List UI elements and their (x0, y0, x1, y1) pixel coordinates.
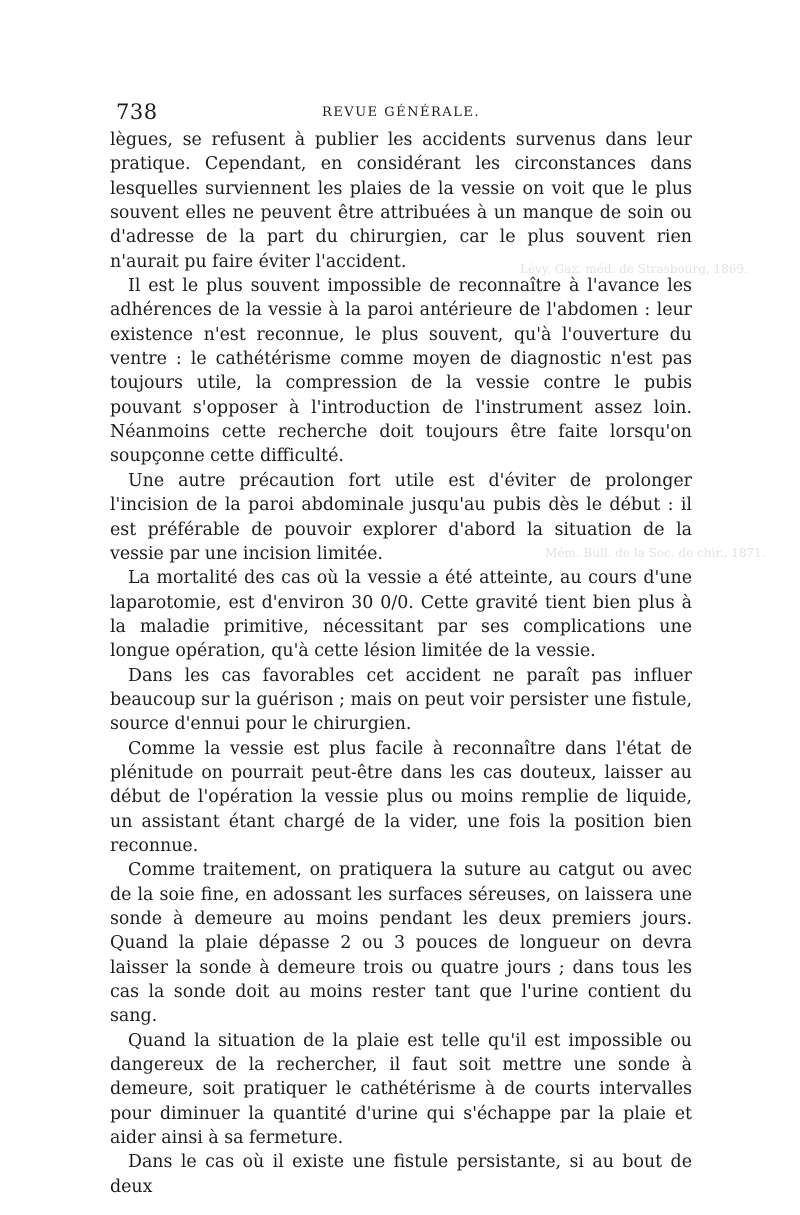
page-number: 738 (116, 100, 158, 124)
show-through-text-1: Lévy. Gaz. méd. de Strasbourg, 1869. (520, 262, 748, 276)
paragraph-5: Dans les cas favorables cet accident ne paraît pas influer beaucoup sur la guérison ; mais on peut voir persister une fistule, source d'ennui pour le chirurgien. (110, 665, 692, 735)
paragraph-8: Quand la situation de la plaie est telle qu'il est impossible ou dangereux de la rechercher, il faut soit mettre une sonde à demeure, soit pratiquer le cathétérisme à de courts intervalles pour diminuer la quantité d'urine qui s'échappe par la plaie et aider ainsi à sa fermeture. (110, 1030, 692, 1149)
paragraph-3: Une autre précaution fort utile est d'éviter de prolonger l'incision de la paroi abdominale jusqu'au pubis dès le début : il est préférable de pouvoir explorer d'abord la situation de la vessie par une incision limitée. (110, 470, 692, 564)
paragraph-7: Comme traitement, on pratiquera la suture au catgut ou avec de la soie fine, en adossant les surfaces séreuses, on laissera une sonde à demeure au moins pendant les deux premiers jours. Quand la plaie dépasse 2 ou 3 pouces de longueur on devra laisser la sonde à demeure trois ou quatre jours ; dans tous les cas la sonde doit au moins rester tant que l'urine contient du sang. (110, 860, 692, 1027)
paragraph-2: Il est le plus souvent impossible de reconnaître à l'avance les adhérences de la vessie à la paroi antérieure de l'abdomen : leur existence n'est reconnue, le plus souvent, qu'à l'ouverture du ventre : le cathétérisme comme moyen de diagnostic n'est pas toujours utile, la compression de la vessie contre le pubis pouvant s'opposer à l'introduction de l'instrument assez loin. Néanmoins cette recherche doit toujours être faite lorsqu'on soupçonne cette difficulté. (110, 276, 692, 467)
body-text (110, 128, 692, 1199)
page-header (110, 96, 692, 128)
book-page (110, 96, 692, 1199)
paragraph-1: lègues, se refusent à publier les accidents survenus dans leur pratique. Cependant, en considérant les circonstances dans lesquelles surviennent les plaies de la vessie on voit que le plus souvent elles ne peuvent être attribuées à un manque de soin ou d'adresse de la part du chirurgien, car le plus souvent rien n'aurait pu faire éviter l'accident. (110, 130, 692, 272)
paragraph-6: Comme la vessie est plus facile à reconnaître dans l'état de plénitude on pourrait peut-être dans les cas douteux, laisser au début de l'opération la vessie plus ou moins remplie de liquide, un assistant étant chargé de la vider, une fois la position bien reconnue. (110, 738, 692, 856)
paragraph-9: Dans le cas où il existe une fistule persistante, si au bout de deux (110, 1152, 692, 1197)
show-through-text-2: Mém. Bull. de la Soc. de chir., 1871. (545, 546, 766, 560)
paragraph-4: La mortalité des cas où la vessie a été atteinte, au cours d'une laparotomie, est d'environ 30 0/0. Cette gravité tient bien plus à la maladie primitive, nécessitant par ses complications une longue opération, qu'à cette lésion limitée de la vessie. (110, 568, 692, 662)
running-title: REVUE GÉNÉRALE. (322, 105, 480, 120)
